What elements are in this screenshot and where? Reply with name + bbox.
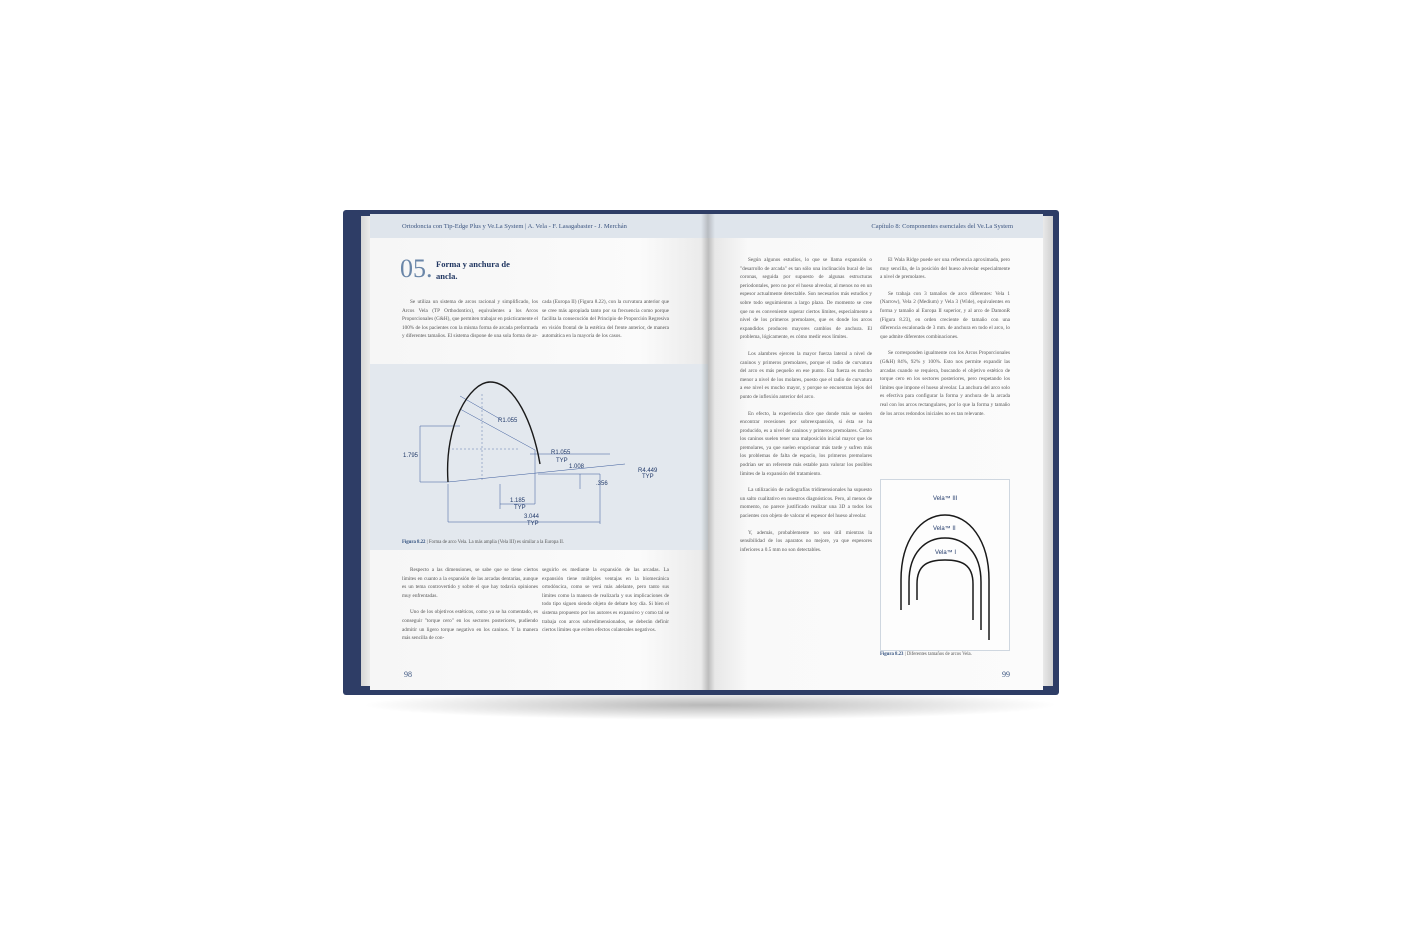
paragraph: La utilización de radiografías tridimensionales ha supuesto un salto cualitativo en nuestros diagnósticos. Pero, al menos de momento, no parece justificado realizar una 3D a todos los pacientes con objeto de valorar el espesor del hueso alveolar. (740, 487, 872, 520)
paragraph: En efecto, la experiencia dice que donde más se suelen encontrar recesiones por sobreexpansión, si ésta se ha producido, es a nivel de caninos y primeros premolares. Como los caninos suelen tener una malposición inicial mayor que los premolares, ya que suelen erupcionar más tarde y sufren más los problemas de falta de espacio, los primeros premolares podrían ser un referente más estable para valorar los posibles límites de la expansión del tratamiento. (740, 410, 872, 477)
arch-label-vela-i: Vela™ I (935, 550, 957, 556)
paragraph: Y, además, probablemente no sea útil mientras la sensibilidad de los aparatos no mejore, ya que espesores inferiores a 0.5 mm no son detectables. (740, 529, 872, 553)
figure-caption (402, 540, 564, 545)
paragraph: seguirlo es mediante la expansión de las arcadas. La expansión tiene múltiples ventajas en la biomecánica ortodóncica, como se verá más adelante, pero tanto sus límites como la manera de realizarla y sus implicaciones de todo tipo siguen siendo objeto de debate hoy día. Si bien el sistema propuesto por los autores es expansivo y como tal se trabaja con arcos sobredimensionados, se deberán definir ciertos límites que eviten efectos colaterales negativos. (542, 567, 669, 634)
arch-label-vela-ii: Vela™ II (933, 526, 956, 532)
arch-sizes-diagram (881, 480, 1009, 650)
dimension-label: R1.055 (551, 450, 571, 456)
running-head-text: Ortodoncia con Tip-Edge Plus y Ve.La System | A. Vela - F. Lasagabaster - J. Merchán (402, 223, 627, 230)
dimension-label: R1.055 (498, 418, 518, 424)
paragraph: Se trabaja con 3 tamaños de arco diferentes: Vela 1 (Narrow), Vela 2 (Medium) y Vela 3 (Wide), equivalentes en forma y tamaño al Europa II superior, y al arco de DamonR (Figura 8.23), en orden creciente de tamaño con una diferencia escalonada de 3 mm. de anchura en todo el arco, lo que admite diferentes combinaciones. (880, 290, 1010, 340)
dimension-label: 3.044 (524, 514, 540, 520)
dimension-label: 1.795 (403, 453, 419, 459)
figure-ref: Figura 8.22 (402, 540, 426, 545)
arch-form-diagram (370, 364, 708, 550)
open-book (343, 210, 1059, 695)
running-head-right (708, 214, 1043, 238)
figure-caption-text: | Forma de arco Vela. La más amplia (Vela III) es similar a la Europa II. (426, 540, 565, 545)
dimension-label: 1.185 (510, 498, 526, 504)
page-number-right: 99 (1002, 670, 1010, 679)
text-column-2-bottom (542, 566, 669, 643)
paragraph: Uno de los objetivos estéticos, como ya se ha comentado, es conseguir "torque cero" en los sectores posteriores, pudiendo admitir un ligero torque negativo en los caninos. Y la manera más sencilla de con- (402, 609, 538, 642)
paragraph: cada (Europa II) (Figura 8.22), con la curvatura anterior que se cree más apropiada tanto por su frecuencia como porque facilita la consecución del Principio de Proporción Regresiva en visión frontal de la estética del frente anterior, de manera automática en la mayoría de los casos. (542, 299, 669, 340)
dimension-label: R4.449 (638, 468, 658, 474)
paragraph: Los alambres ejercen la mayor fuerza lateral a nivel de caninos y primeros premolares, porque el radio de curvatura del arco es más pequeño en ese punto. Esa fuerza es mucho menor a nivel de los molares, puesto que el radio de curvatura a ese nivel es mucho mayor, y porque se encuentran lejos del punto de inflexión anterior del arco. (740, 350, 872, 400)
paragraph: Según algunos estudios, lo que se llama expansión o "desarrollo de arcada" es tan sólo una inclinación bucal de las coronas, seguida por supuesto de algunas estructuras periodontales, pero no por el hueso alveolar, al menos no en un espesor actualmente detectable. Son necesarios más estudios y sobre todo seguimientos a largo plazo. De momento se cree que no es conveniente superar ciertos límites, especialmente a nivel de los primeros premolares, que es donde los arcos expandidos producen mayores cambios de anchura. El problema, lógicamente, es cómo medir esos límites. (740, 257, 872, 341)
dimension-label: 1.008 (569, 464, 585, 470)
page-number-left: 98 (404, 670, 412, 679)
arch-label-vela-iii: Vela™ III (933, 496, 958, 502)
text-column-2-top (542, 298, 669, 349)
running-head-left (370, 214, 708, 238)
figure-8-22-panel (370, 364, 708, 550)
paragraph: El Wala Ridge puede ser una referencia aproximada, pero muy sencilla, de la posición del hueso alveolar especialmente a nivel de premolares. (880, 257, 1010, 281)
text-column-1 (740, 256, 872, 562)
text-column-2 (880, 256, 1010, 426)
dimension-label: .356 (596, 481, 608, 487)
text-column-1-top (402, 298, 538, 349)
figure-caption-text: | Diferentes tamaños de arcos Vela. (904, 652, 972, 657)
dimension-label: TYP (556, 458, 568, 464)
paragraph: Se corresponden igualmente con los Arcos Proporcionales (G&H) 84%, 92% y 100%. Esto nos permite expandir las arcadas cuando se requiera, buscando el objetivo estético de torque cero en los sectores posteriores, pero respetando los límites que impone el hueso alveolar. La anchura del arco solo es efectiva para configurar la forma y anchura de la arcada real con los arcos rectangulares, por lo que la forma y tamaño de los arcos redondos iniciales no es tan relevante. (880, 350, 1010, 417)
paragraph: Respecto a las dimensiones, se sabe que se tiene ciertos límites en cuanto a la expansión de las arcadas dentarias, aunque es un tema controvertido y sobre el que hay todavía opiniones muy enfrentadas. (402, 567, 538, 599)
figure-8-23-panel (880, 479, 1010, 651)
text-column-1-bottom (402, 566, 538, 651)
figure-caption (880, 652, 972, 657)
paragraph: Se utiliza un sistema de arcos racional y simplificado, los Arcos Vela (TP Orthodontics), equivalentes a los Arcos Proporcionales (G&H), que permiten trabajar en prácticamente el 100% de los pacientes con la misma forma de arcada preformada y diferentes tamaños. El sistema dispone de una sola forma de ar- (402, 299, 538, 340)
left-page (370, 214, 708, 690)
section-number: 05. (400, 254, 433, 283)
dimension-label: TYP (527, 521, 539, 527)
dimension-label: TYP (514, 505, 526, 511)
book-gutter (701, 214, 715, 690)
running-head-text: Capítulo 8: Componentes esenciales del Ve.La System (871, 223, 1013, 230)
figure-ref: Figura 8.23 (880, 652, 904, 657)
right-page (708, 214, 1043, 690)
dimension-label: TYP (642, 474, 654, 480)
section-title: Forma y anchura de ancla. (436, 259, 510, 281)
